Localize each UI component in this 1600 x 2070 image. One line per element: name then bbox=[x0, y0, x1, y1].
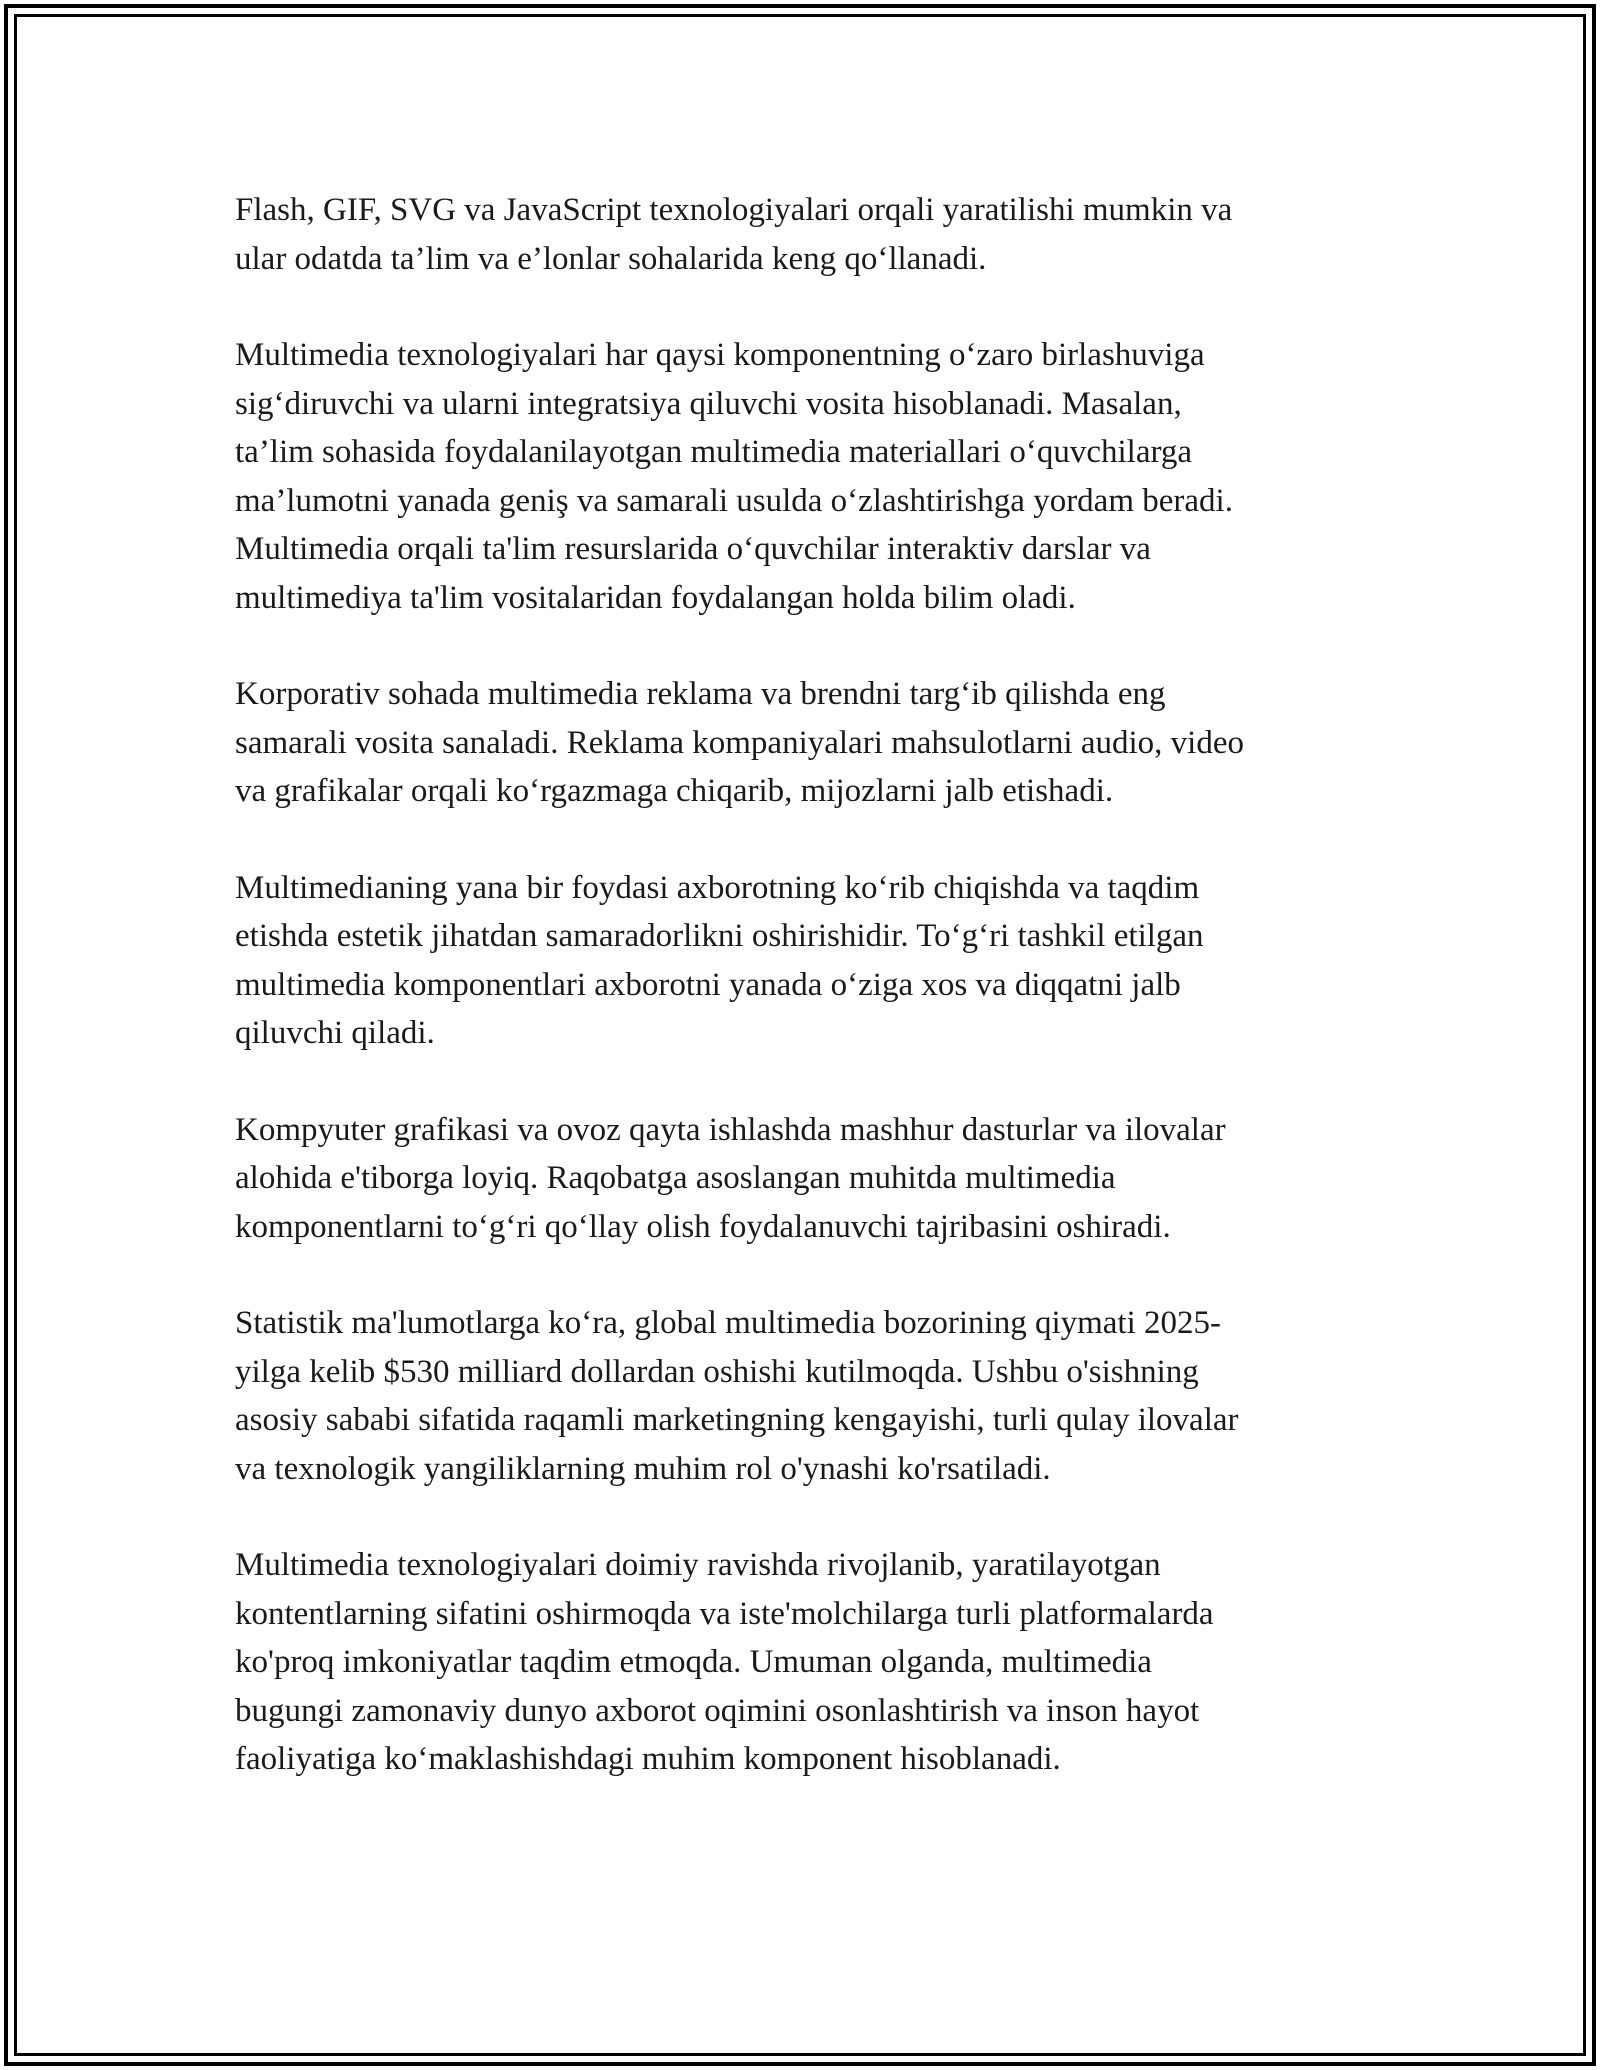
text-line: Korporativ sohada multimedia reklama va brendni targ‘ib qilishda eng bbox=[235, 676, 1166, 712]
text-line: Multimedianing yana bir foydasi axborotning ko‘rib chiqishda va taqdim bbox=[235, 869, 1200, 906]
text-line: alohida e'tiborga loyiq. Raqobatga asoslangan muhitda multimedia bbox=[235, 1160, 1116, 1196]
text-line: Multimedia orqali ta'lim resurslarida o‘quvchilar interaktiv darslar va bbox=[235, 531, 1151, 567]
text-line: Multimedia texnologiyalari doimiy ravishda rivojlanib, yaratilayotgan bbox=[235, 1547, 1161, 1583]
text-line: sig‘diruvchi va ularni integratsiya qiluvchi vosita hisoblanadi. Masalan, bbox=[235, 385, 1182, 422]
text-line: qiluvchi qiladi. bbox=[235, 1015, 435, 1051]
text-line: yilga kelib $530 milliard dollardan oshishi kutilmoqda. Ushbu o'sishning bbox=[235, 1353, 1199, 1390]
paragraph-2 bbox=[235, 331, 1385, 622]
text-line: Statistik ma'lumotlarga ko‘ra, global multimedia bozorining qiymati 2025- bbox=[235, 1305, 1222, 1341]
paragraph-4 bbox=[235, 864, 1385, 1058]
text-line: Kompyuter grafikasi va ovoz qayta ishlashda mashhur dasturlar va ilovalar bbox=[235, 1111, 1226, 1148]
text-line: Multimedia texnologiyalari har qaysi komponentning o‘zaro birlashuviga bbox=[235, 337, 1205, 373]
text-line: ular odatda ta’lim va e’lonlar sohalarida keng qo‘llanadi. bbox=[235, 240, 987, 277]
paragraph-3 bbox=[235, 670, 1385, 816]
text-line: va texnologik yangiliklarning muhim rol o'ynashi ko'rsatiladi. bbox=[235, 1450, 1051, 1487]
text-line: multimedia komponentlari axborotni yanada o‘ziga xos va diqqatni jalb bbox=[235, 966, 1181, 1003]
text-line: ma’lumotni yanada geniş va samarali usulda o‘zlashtirishga yordam beradi. bbox=[235, 482, 1233, 519]
text-line: ko'proq imkoniyatlar taqdim etmoqda. Umuman olganda, multimedia bbox=[235, 1644, 1152, 1680]
text-line: va grafikalar orqali ko‘rgazmaga chiqarib, mijozlarni jalb etishadi. bbox=[235, 773, 1114, 809]
text-line: Flash, GIF, SVG va JavaScript texnologiyalari orqali yaratilishi mumkin va bbox=[235, 192, 1233, 228]
paragraph-6 bbox=[235, 1299, 1385, 1493]
text-line: multimediya ta'lim vositalaridan foydalangan holda bilim oladi. bbox=[235, 579, 1076, 616]
text-line: samarali vosita sanaladi. Reklama kompaniyalari mahsulotlarni audio, video bbox=[235, 724, 1244, 761]
paragraph-1 bbox=[235, 186, 1385, 283]
text-line: ta’lim sohasida foydalanilayotgan multimedia materiallari o‘quvchilarga bbox=[235, 434, 1192, 470]
text-line: etishda estetik jihatdan samaradorlikni oshirishidir. To‘g‘ri tashkil etilgan bbox=[235, 918, 1204, 954]
text-line: kontentlarning sifatini oshirmoqda va iste'molchilarga turli platformalarda bbox=[235, 1595, 1214, 1632]
text-line: faoliyatiga ko‘maklashishdagi muhim komponent hisoblanadi. bbox=[235, 1741, 1061, 1777]
text-line: bugungi zamonaviy dunyo axborot oqimini osonlashtirish va inson hayot bbox=[235, 1692, 1200, 1729]
paragraph-5 bbox=[235, 1106, 1385, 1252]
document-body bbox=[235, 186, 1385, 1832]
paragraph-7 bbox=[235, 1541, 1385, 1784]
text-line: asosiy sababi sifatida raqamli marketingning kengayishi, turli qulay ilovalar bbox=[235, 1402, 1239, 1438]
text-line: komponentlarni to‘g‘ri qo‘llay olish foydalanuvchi tajribasini oshiradi. bbox=[235, 1208, 1171, 1245]
